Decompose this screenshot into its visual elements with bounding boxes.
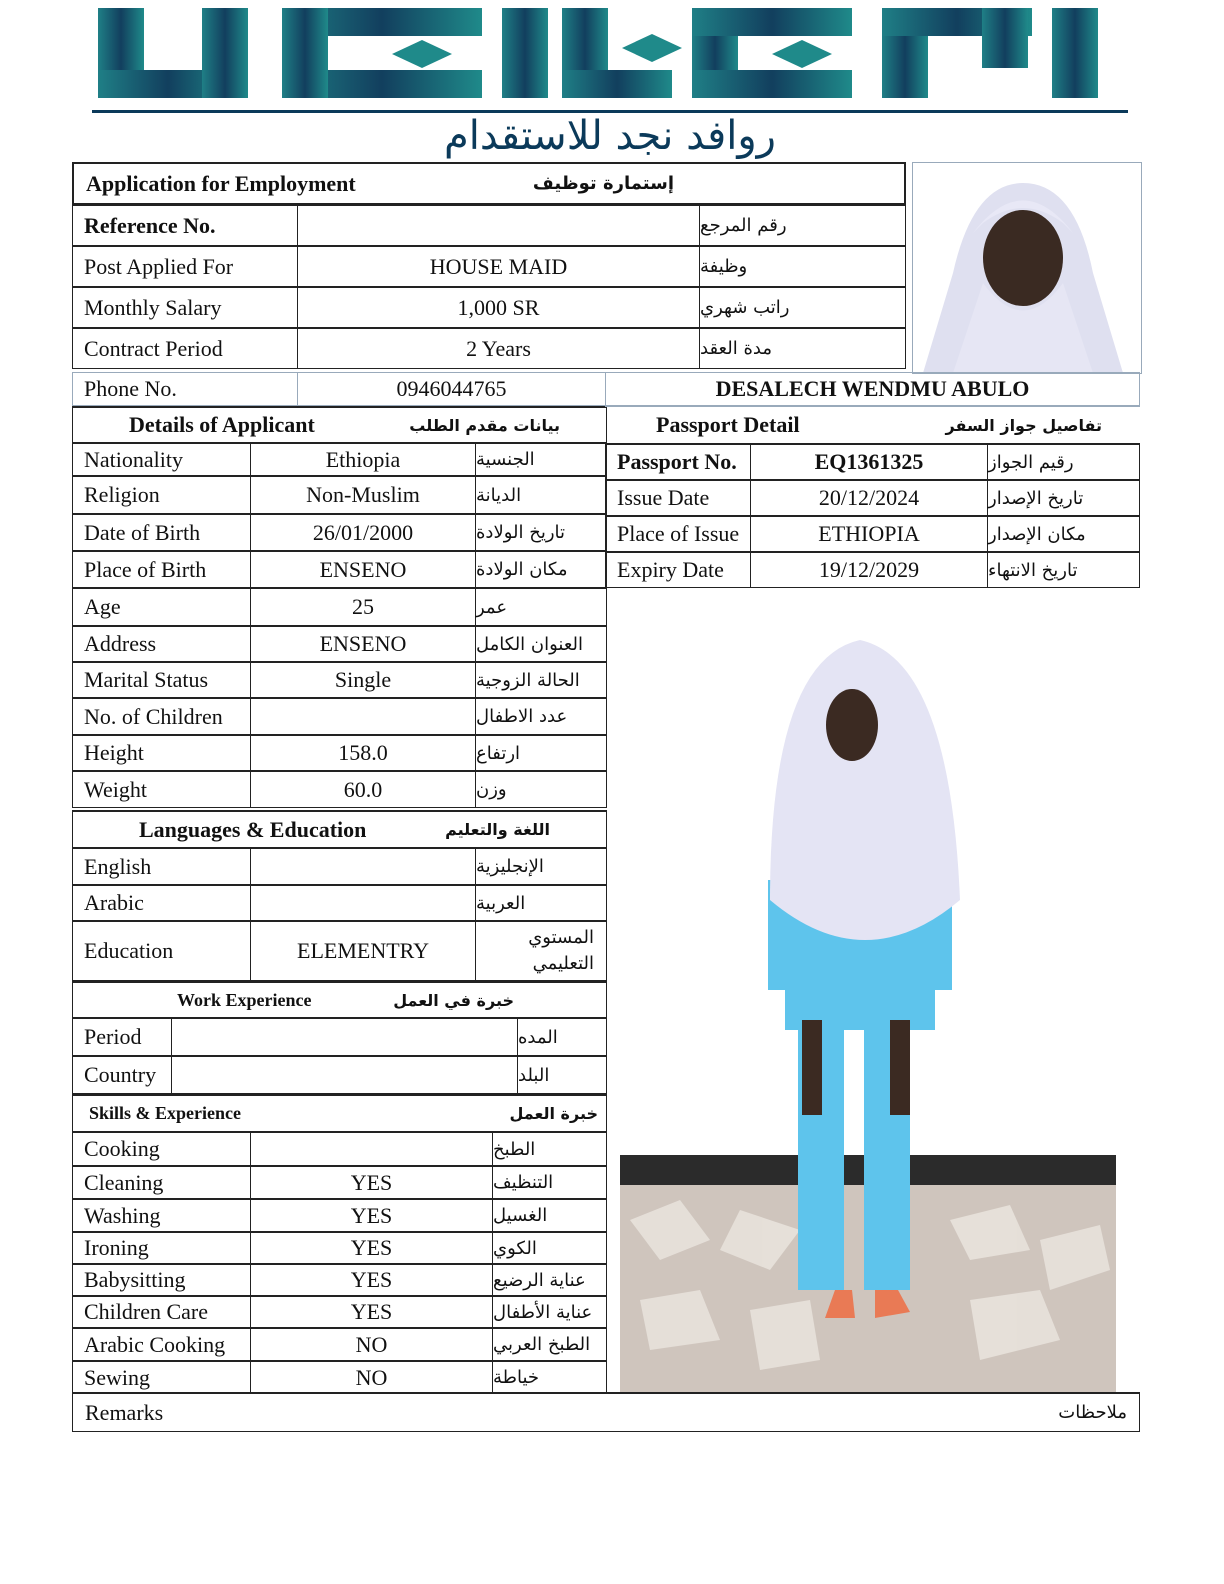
- work-value: [171, 1018, 518, 1056]
- applicant-value: [250, 698, 476, 735]
- work-heading-ar: خبرة في العمل: [393, 990, 514, 1010]
- skill-label: Sewing: [72, 1361, 251, 1394]
- applicant-label: Address: [72, 626, 251, 662]
- language-label-ar: المستوي التعليمي: [475, 921, 607, 981]
- work-label-ar: المده: [517, 1018, 607, 1056]
- top-row-value: 2 Years: [297, 328, 700, 369]
- skill-label-ar: الطبخ العربي: [492, 1328, 607, 1361]
- skill-value: YES: [250, 1232, 493, 1264]
- applicant-label: Age: [72, 588, 251, 626]
- form-header: [72, 162, 906, 205]
- applicant-value: ENSENO: [250, 626, 476, 662]
- phone-value: 0946044765: [297, 372, 606, 406]
- passport-label-ar: رقيم الجواز: [987, 443, 1140, 480]
- passport-value: EQ1361325: [750, 443, 988, 480]
- passport-label: Place of Issue: [605, 515, 751, 552]
- applicant-label-ar: الجنسية: [475, 443, 607, 476]
- applicant-label: Weight: [72, 771, 251, 808]
- passport-label-ar: تاريخ الانتهاء: [987, 551, 1140, 588]
- remarks-row: [72, 1392, 1140, 1432]
- portrait-photo: [912, 162, 1142, 374]
- passport-label-ar: مكان الإصدار: [987, 515, 1140, 552]
- applicant-value: ENSENO: [250, 551, 476, 588]
- skills-heading: [72, 1094, 607, 1132]
- work-value: [171, 1056, 518, 1094]
- applicant-value: 25: [250, 588, 476, 626]
- applicant-label-ar: مكان الولادة: [475, 551, 607, 588]
- passport-label-ar: تاريخ الإصدار: [987, 479, 1140, 516]
- top-row-label: Monthly Salary: [72, 287, 298, 328]
- applicant-value: Non-Muslim: [250, 476, 476, 514]
- skill-label: Cleaning: [72, 1166, 251, 1199]
- applicant-label: No. of Children: [72, 698, 251, 735]
- top-row-label: Contract Period: [72, 328, 298, 369]
- applicant-heading-ar: بيانات مقدم الطلب: [409, 415, 560, 435]
- skill-label-ar: خياطة: [492, 1361, 607, 1394]
- skill-label-ar: الطبخ: [492, 1132, 607, 1166]
- logo-arabic-text: روافد نجد للاستقدام: [444, 113, 776, 159]
- skill-label-ar: الغسيل: [492, 1199, 607, 1232]
- applicant-value: 60.0: [250, 771, 476, 808]
- skill-label: Washing: [72, 1199, 251, 1232]
- applicant-label: Date of Birth: [72, 514, 251, 551]
- skills-heading-en: Skills & Experience: [89, 1103, 241, 1123]
- language-label: English: [72, 848, 251, 885]
- work-label: Period: [72, 1018, 172, 1056]
- skills-heading-ar: خبرة العمل: [509, 1104, 598, 1123]
- work-heading: [72, 981, 607, 1018]
- passport-value: ETHIOPIA: [750, 515, 988, 552]
- skill-label: Children Care: [72, 1296, 251, 1328]
- skill-label: Cooking: [72, 1132, 251, 1166]
- skill-label-ar: الكوي: [492, 1232, 607, 1264]
- language-value: ELEMENTRY: [250, 921, 476, 981]
- top-row-label-ar: رقم المرجع: [699, 205, 906, 246]
- top-row-label-ar: مدة العقد: [699, 328, 906, 369]
- applicant-value: 158.0: [250, 735, 476, 771]
- top-row-value: [297, 205, 700, 246]
- top-row-label-ar: راتب شهري: [699, 287, 906, 328]
- company-logo: [92, 4, 1128, 160]
- skill-label-ar: التنظيف: [492, 1166, 607, 1199]
- work-label: Country: [72, 1056, 172, 1094]
- phone-label: Phone No.: [72, 372, 298, 406]
- applicant-label: Place of Birth: [72, 551, 251, 588]
- skill-value: NO: [250, 1361, 493, 1394]
- applicant-label: Nationality: [72, 443, 251, 476]
- language-label-ar: الإنجليزية: [475, 848, 607, 885]
- passport-heading-en: Passport Detail: [656, 412, 800, 437]
- skill-value: YES: [250, 1199, 493, 1232]
- top-row-label: Reference No.: [72, 205, 298, 246]
- passport-label: Passport No.: [605, 443, 751, 480]
- applicant-label-ar: تاريخ الولادة: [475, 514, 607, 551]
- top-row-value: 1,000 SR: [297, 287, 700, 328]
- top-row-label-ar: وظيفة: [699, 246, 906, 287]
- skill-label-ar: عناية الرضيع: [492, 1264, 607, 1296]
- language-label-ar: العربية: [475, 885, 607, 921]
- form-title-en: Application for Employment: [86, 170, 356, 196]
- passport-label: Issue Date: [605, 479, 751, 516]
- full-body-photo: [620, 600, 1116, 1392]
- applicant-label-ar: العنوان الكامل: [475, 626, 607, 662]
- applicant-label: Marital Status: [72, 662, 251, 698]
- skill-value: [250, 1132, 493, 1166]
- passport-heading: [605, 406, 1140, 443]
- passport-value: 19/12/2029: [750, 551, 988, 588]
- applicant-heading: [72, 406, 607, 443]
- top-row-value: HOUSE MAID: [297, 246, 700, 287]
- work-heading-en: Work Experience: [177, 989, 312, 1010]
- passport-label: Expiry Date: [605, 551, 751, 588]
- skill-value: NO: [250, 1328, 493, 1361]
- skill-label: Arabic Cooking: [72, 1328, 251, 1361]
- languages-heading: [72, 810, 607, 848]
- skill-label: Babysitting: [72, 1264, 251, 1296]
- applicant-value: Ethiopia: [250, 443, 476, 476]
- skill-value: YES: [250, 1264, 493, 1296]
- skill-value: YES: [250, 1166, 493, 1199]
- applicant-value: Single: [250, 662, 476, 698]
- passport-heading-ar: تفاصيل جواز السفر: [945, 415, 1102, 435]
- applicant-label-ar: عمر: [475, 588, 607, 626]
- applicant-label-ar: الحالة الزوجية: [475, 662, 607, 698]
- remarks-label-ar: ملاحظات: [1058, 1402, 1127, 1423]
- skill-value: YES: [250, 1296, 493, 1328]
- language-label: Arabic: [72, 885, 251, 921]
- applicant-heading-en: Details of Applicant: [129, 412, 315, 437]
- applicant-label: Height: [72, 735, 251, 771]
- applicant-name: DESALECH WENDMU ABULO: [605, 372, 1140, 406]
- skill-label-ar: عناية الأطفال: [492, 1296, 607, 1328]
- language-value: [250, 848, 476, 885]
- applicant-label-ar: وزن: [475, 771, 607, 808]
- work-label-ar: البلد: [517, 1056, 607, 1094]
- form-title-ar: إستمارة توظيف: [532, 173, 674, 194]
- applicant-label-ar: عدد الاطفال: [475, 698, 607, 735]
- language-value: [250, 885, 476, 921]
- languages-heading-en: Languages & Education: [139, 816, 367, 842]
- applicant-label-ar: الديانة: [475, 476, 607, 514]
- applicant-value: 26/01/2000: [250, 514, 476, 551]
- remarks-label-en: Remarks: [85, 1399, 164, 1425]
- applicant-label-ar: ارتفاع: [475, 735, 607, 771]
- language-label: Education: [72, 921, 251, 981]
- languages-heading-ar: اللغة والتعليم: [445, 820, 550, 839]
- top-row-label: Post Applied For: [72, 246, 298, 287]
- skill-label: Ironing: [72, 1232, 251, 1264]
- passport-value: 20/12/2024: [750, 479, 988, 516]
- applicant-label: Religion: [72, 476, 251, 514]
